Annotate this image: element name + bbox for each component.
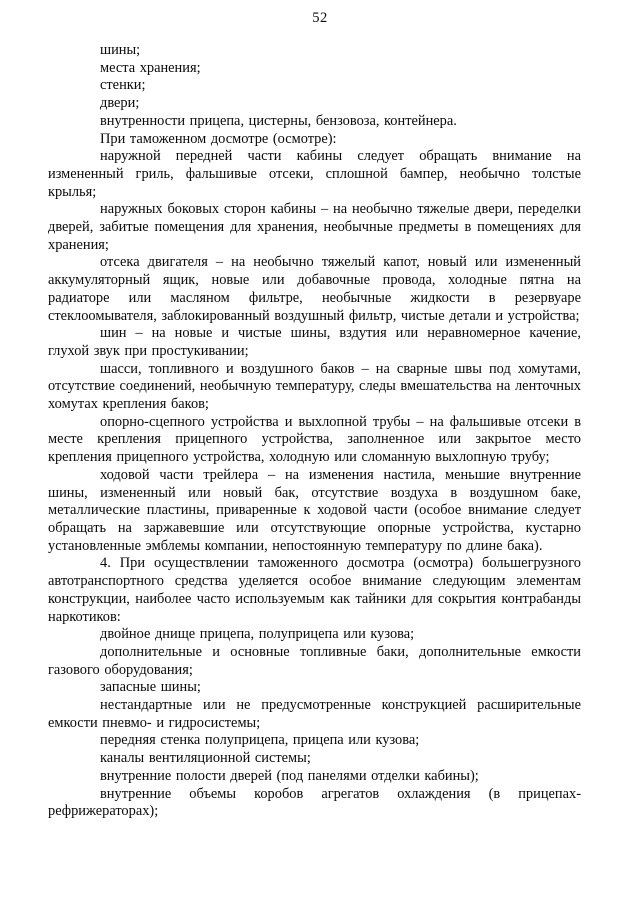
paragraph: наружных боковых сторон кабины – на необычно тяжелые двери, переделки дверей, забитые помещения для хранения, необычные предметы в помещениях для хранения; [48, 201, 581, 253]
paragraph: каналы вентиляционной системы; [100, 750, 311, 767]
paragraph: наружной передней части кабины следует обращать внимание на измененный гриль, фальшивые отсеки, сплошной бампер, необычно толстые крылья; [48, 148, 581, 200]
paragraph-list [48, 42, 581, 821]
paragraph: шин – на новые и чистые шины, вздутия или неравномерное качение, глухой звук при простукивании; [48, 325, 581, 359]
paragraph: опорно-сцепного устройства и выхлопной трубы – на фальшивые отсеки в месте крепления прицепного устройства, заполненное или закрытое место крепления прицепного устройства, холодную или сломанную выхлопную трубу; [48, 413, 581, 466]
paragraph: внутренние объемы коробов агрегатов охлаждения (в прицепах-рефрижераторах); [48, 785, 581, 820]
paragraph: шасси, топливного и воздушного баков – на сварные швы под хомутами, отсутствие соединений, необычную температуру, следы вмешательства на ленточных хомутах крепления баков; [48, 360, 581, 413]
paragraph: места хранения; [100, 59, 201, 76]
paragraph: стенки; [100, 77, 146, 94]
paragraph: отсека двигателя – на необычно тяжелый капот, новый или измененный аккумуляторный ящик, новые или добавочные провода, холодные пятна на радиаторе или масляном фильтре, необычные жидкости в резервуаре стеклоомывателя, заблокированный воздушный фильтр, чистые детали и устройства; [48, 254, 581, 324]
paragraph: нестандартные или не предусмотренные конструкцией расширительные емкости пневмо- и гидросистемы; [48, 697, 581, 731]
paragraph: 4. При осуществлении таможенного досмотра (осмотра) большегрузного автотранспортного средства уделяется особое внимание следующим элементам конструкции, наиболее часто используемым как тайники для сокрытия контрабанды наркотиков: [48, 555, 581, 625]
paragraph: ходовой части трейлера – на изменения настила, меньшие внутренние шины, измененный или новый бак, отсутствие воздуха в воздушном баке, металлические пластины, приваренные к ходовой части (особое внимание следует обращать на заржавевшие или отсутствующие опорные устройства, кустарно установленные эмблемы компании, непостоянную температуру по длине бака). [48, 466, 581, 554]
page-number: 52 [312, 10, 328, 26]
paragraph: При таможенном досмотре (осмотре): [100, 130, 337, 147]
paragraph: внутренности прицепа, цистерны, бензовоза, контейнера. [100, 112, 457, 129]
paragraph: шины; [100, 42, 141, 58]
paragraph: двери; [100, 95, 140, 112]
paragraph: двойное днище прицепа, полуприцепа или кузова; [100, 626, 415, 643]
paragraph: передняя стенка полуприцепа, прицепа или кузова; [100, 732, 420, 749]
paragraph: запасные шины; [100, 679, 201, 696]
paragraph: дополнительные и основные топливные баки, дополнительные емкости газового оборудования; [48, 643, 581, 678]
paragraph: внутренние полости дверей (под панелями отделки кабины); [100, 767, 479, 784]
